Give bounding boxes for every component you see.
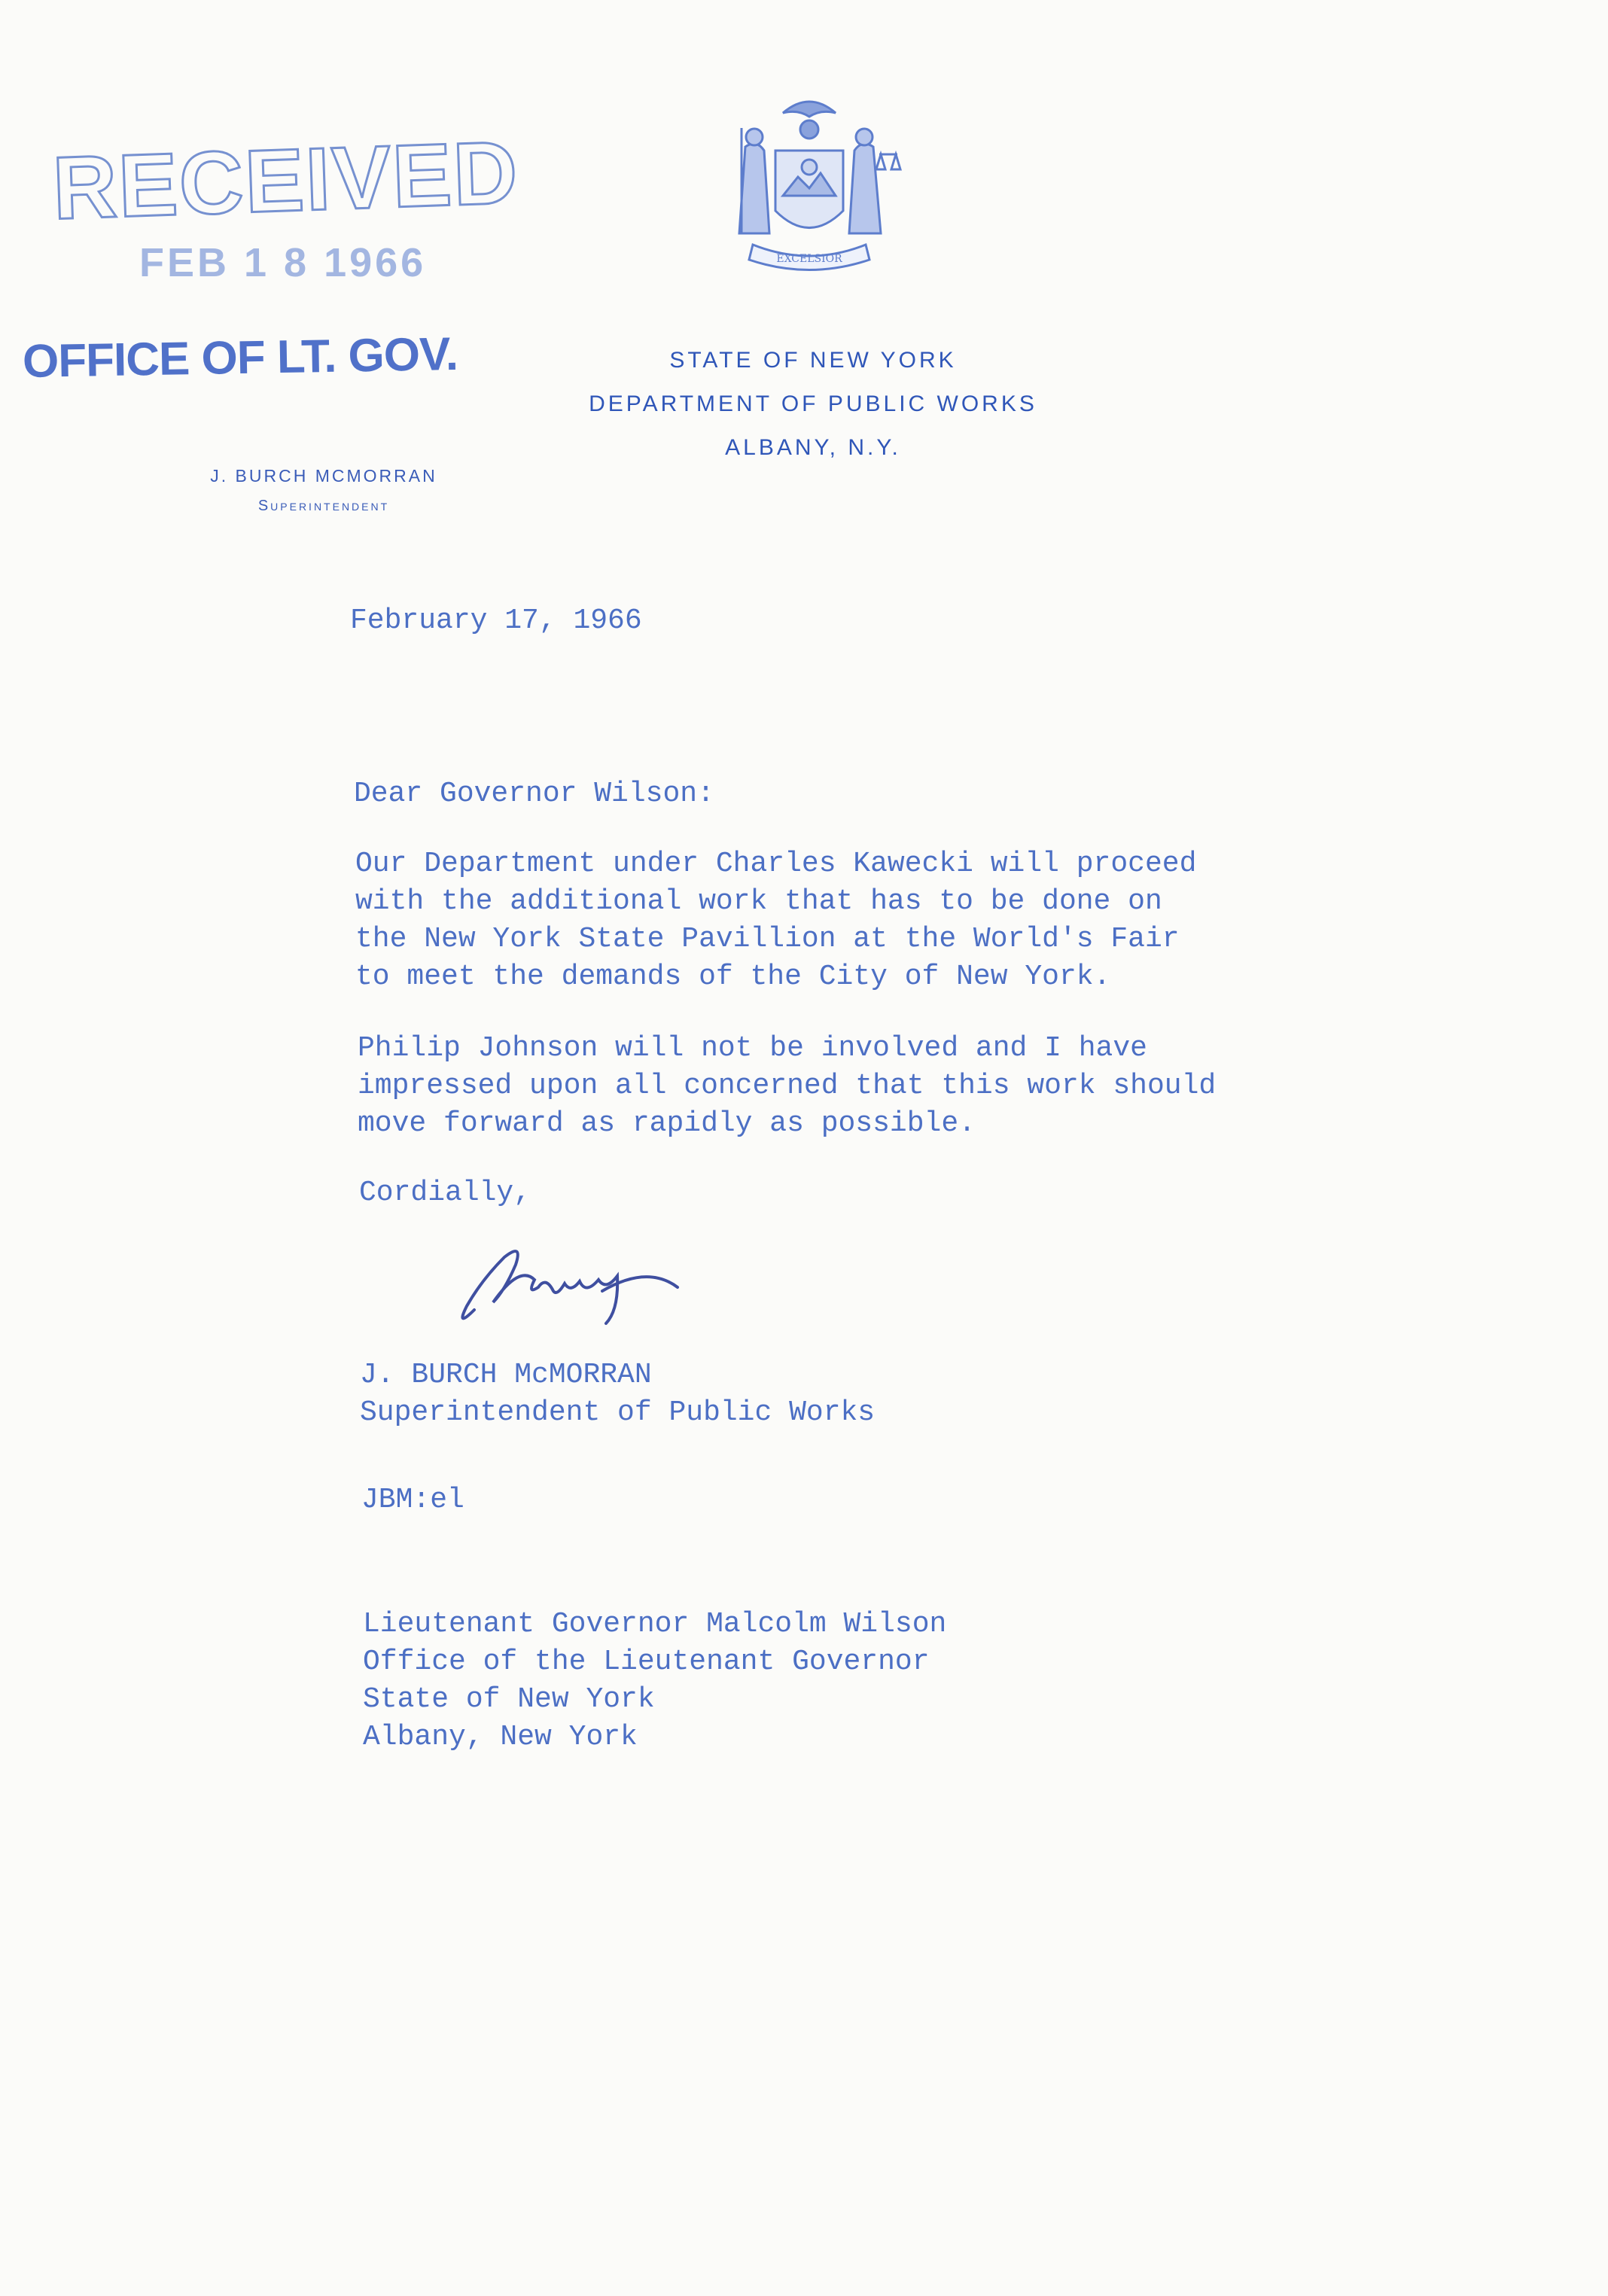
- body-paragraph-1: Our Department under Charles Kawecki will proceed with the additional work that has to be done on the New York State Pavillion at the World's Fair to meet the demands of the City of New York.: [355, 848, 1197, 993]
- received-stamp: RECEIVED: [50, 123, 521, 239]
- reference-initials: JBM:el: [361, 1484, 464, 1516]
- letterhead-department: DEPARTMENT OF PUBLIC WORKS: [589, 391, 1037, 416]
- seal-motto: EXCELSIOR: [776, 253, 842, 265]
- body-paragraph-2: Philip Johnson will not be involved and I have impressed upon all concerned that this work should move forward as rapidly as possible.: [358, 1032, 1217, 1140]
- new-york-state-seal-icon: [700, 83, 918, 301]
- letterhead-state: STATE OF NEW YORK: [669, 348, 957, 373]
- office-stamp: OFFICE OF LT. GOV.: [22, 327, 458, 388]
- salutation: Dear Governor Wilson:: [354, 778, 714, 810]
- closing: Cordially,: [359, 1177, 531, 1209]
- handwritten-signature: [452, 1235, 723, 1332]
- letter-date: February 17, 1966: [350, 604, 642, 637]
- recipient-address: Lieutenant Governor Malcolm Wilson Office of the Lieutenant Governor State of New York Albany, New York: [363, 1608, 947, 1753]
- signer-block: J. BURCH McMORRAN Superintendent of Public Works: [360, 1359, 876, 1429]
- letterhead-city: ALBANY, N.Y.: [725, 435, 901, 460]
- letterhead: [527, 339, 1099, 470]
- sender-title: Superintendent: [257, 498, 390, 514]
- received-stamp-date: FEB 1 8 1966: [139, 240, 427, 285]
- sender-block: [151, 459, 497, 519]
- sender-name: J. BURCH MCMORRAN: [210, 466, 437, 486]
